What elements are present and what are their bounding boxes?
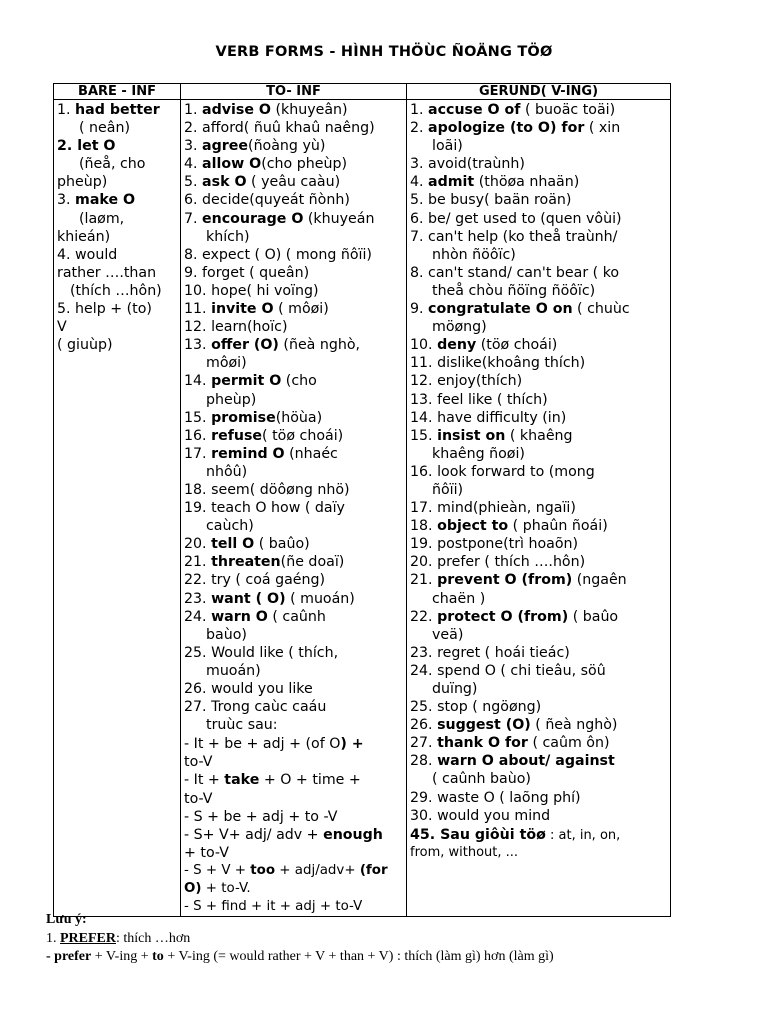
list-item: 21. prevent O (from) (ngaên	[410, 572, 627, 589]
list-item: 6. decide(quyeát ñònh)	[184, 192, 350, 209]
list-item: 1. advise O (khuyeân)	[184, 102, 348, 118]
list-item: 27. thank O for ( caûm ôn)	[410, 735, 610, 752]
list-item: 12. learn(hoïc)	[184, 319, 288, 336]
list-item-continuation: möøng)	[432, 319, 487, 336]
list-item-continuation: chaën )	[432, 590, 486, 607]
list-item: 5. help + (to)	[57, 301, 152, 318]
list-item-continuation: baùo)	[206, 626, 247, 643]
list-item: 11. dislike(khoâng thích)	[410, 355, 586, 372]
list-item: 16. look forward to (mong	[410, 463, 595, 480]
list-item: 27. Trong caùc caáu	[184, 699, 327, 716]
list-item: 19. postpone(trì hoaõn)	[410, 536, 579, 553]
list-item: 2. apologize (to O) for ( xin	[410, 120, 621, 137]
list-item: 4. allow O(cho pheùp)	[184, 156, 347, 173]
list-item-meaning: pheùp)	[57, 174, 108, 191]
header-to-inf: TO- INF	[181, 84, 407, 100]
notes-section	[46, 911, 746, 967]
pattern-line: O) + to-V.	[184, 881, 251, 897]
list-item-continuation: ( caûnh baùo)	[432, 771, 531, 788]
list-item: 6. be/ get used to (quen vôùi)	[410, 210, 622, 227]
list-item-continuation: nhòn ñöôïc)	[432, 246, 516, 263]
list-item: 13. offer (O) (ñeà nghò,	[184, 337, 361, 354]
list-item: 5. ask O ( yeâu caàu)	[184, 174, 341, 191]
list-item-meaning: khieán)	[57, 228, 111, 245]
list-item: 15. insist on ( khaêng	[410, 427, 573, 444]
list-item-continuation: truùc sau:	[206, 717, 278, 734]
list-item: 18. object to ( phaûn ñoái)	[410, 518, 608, 535]
list-item: 4. admit (thöøa nhaän)	[410, 174, 580, 191]
list-item: 2. afford( ñuû khaû naêng)	[184, 120, 375, 137]
list-item-meaning: (ñeå, cho	[79, 156, 146, 173]
list-item: 14. have difficulty (in)	[410, 409, 567, 426]
gerund-note-line: from, without, ...	[410, 844, 519, 860]
list-item: 7. can't help (ko theå traùnh/	[410, 228, 618, 245]
list-item: 3. avoid(traùnh)	[410, 156, 525, 173]
pattern-line: - S + be + adj + to -V	[184, 808, 338, 825]
list-item-continuation: khích)	[206, 228, 250, 245]
list-item: 12. enjoy(thích)	[410, 373, 523, 390]
list-item: 18. seem( döôøng nhö)	[184, 481, 350, 498]
pattern-line: - It + take + O + time +	[184, 772, 361, 789]
list-item: 23. regret ( hoái tieác)	[410, 644, 570, 661]
list-item-meaning: ( neân)	[79, 120, 130, 137]
list-item-continuation: muoán)	[206, 662, 261, 679]
list-item-meaning: (thích …hôn)	[70, 282, 162, 299]
list-item-text: rather ….than	[57, 264, 157, 281]
list-item: 7. encourage O (khuyeán	[184, 210, 375, 227]
list-item: 17. remind O (nhaéc	[184, 445, 338, 462]
list-item-continuation: veä)	[432, 626, 464, 643]
list-item-continuation: duïng)	[432, 681, 478, 697]
gerund-note: 45. Sau giôùi töø : at, in, on,	[410, 826, 621, 843]
list-item-continuation: khaêng ñoøi)	[432, 445, 525, 462]
list-item: 10. hope( hi voïng)	[184, 282, 319, 299]
list-item-continuation: nhôû)	[206, 463, 248, 480]
pattern-line: to-V	[184, 790, 213, 807]
table-header-row	[54, 84, 671, 100]
list-item-text: V	[57, 319, 67, 336]
list-item-continuation: ñôïi)	[432, 481, 464, 498]
list-item: 9. congratulate O on ( chuùc	[410, 301, 630, 318]
list-item: 20. tell O ( baûo)	[184, 536, 310, 553]
list-item: 23. want ( O) ( muoán)	[184, 590, 355, 607]
list-item-meaning: (laøm,	[79, 210, 125, 227]
to-inf-column	[181, 100, 407, 917]
list-item-meaning: ( giuùp)	[57, 337, 113, 354]
list-item: 20. prefer ( thích ….hôn)	[410, 554, 586, 571]
list-item: 25. Would like ( thích,	[184, 644, 339, 661]
list-item: 9. forget ( queân)	[184, 264, 310, 281]
header-gerund: GERUND( V-ING)	[407, 84, 671, 100]
list-item: 22. protect O (from) ( baûo	[410, 608, 619, 625]
list-item: 19. teach O how ( daïy	[184, 500, 345, 517]
pattern-line: - S+ V+ adj/ adv + enough	[184, 826, 383, 843]
page-title: VERB FORMS - HÌNH THÖÙC ÑOÄNG TÖØ	[215, 44, 553, 60]
list-item: 16. refuse( töø choái)	[184, 427, 344, 444]
notes-heading: Lưu ý:	[46, 912, 87, 927]
list-item-continuation: môøi)	[206, 355, 247, 372]
list-item: 10. deny (töø choái)	[410, 337, 558, 354]
list-item: 14. permit O (cho	[184, 373, 317, 390]
list-item: 30. would you mind	[410, 807, 551, 824]
gerund-column	[407, 100, 671, 917]
pattern-line: - S + find + it + adj + to-V	[184, 899, 363, 915]
pattern-line: to-V	[184, 754, 213, 771]
notes-line-2: - prefer + V-ing + to + V-ing (= would rather + V + than + V) : thích (làm gì) hơn (làm gì)	[46, 949, 554, 964]
list-item: 24. warn O ( caûnh	[184, 608, 326, 625]
verb-forms-table	[53, 83, 671, 917]
list-item: 21. threaten(ñe doaï)	[184, 554, 345, 571]
list-item-continuation: pheùp)	[206, 391, 257, 408]
bare-inf-column	[54, 100, 181, 917]
list-item-continuation: caùch)	[206, 518, 254, 535]
pattern-line: + to-V	[184, 844, 229, 861]
list-item: 29. waste O ( laõng phí)	[410, 789, 581, 806]
list-item: 28. warn O about/ against	[410, 753, 615, 770]
list-item-continuation: theå chòu ñöïng ñöôïc)	[432, 282, 596, 299]
table-body-row	[54, 100, 671, 917]
list-item: 26. suggest (O) ( ñeà nghò)	[410, 717, 618, 734]
list-item: 3. make O	[57, 192, 136, 209]
list-item: 1. had better	[57, 102, 160, 118]
list-item-continuation: loãi)	[432, 138, 463, 155]
header-bare-inf: BARE - INF	[54, 84, 181, 100]
list-item: 8. can't stand/ can't bear ( ko	[410, 264, 620, 281]
list-item: 22. try ( coá gaéng)	[184, 572, 326, 589]
list-item: 3. agree(ñoàng yù)	[184, 138, 326, 155]
list-item: 25. stop ( ngöøng)	[410, 699, 542, 716]
list-item: 26. would you like	[184, 681, 313, 697]
list-item: 24. spend O ( chi tieâu, söû	[410, 662, 606, 679]
pattern-line: - It + be + adj + (of O) +	[184, 736, 364, 753]
list-item: 13. feel like ( thích)	[410, 391, 548, 408]
pattern-line: - S + V + too + adj/adv+ (for	[184, 862, 388, 878]
notes-line-1: 1. PREFER: thích …hơn	[46, 930, 191, 946]
list-item: 1. accuse O of ( buoäc toäi)	[410, 102, 616, 118]
list-item: 4. would	[57, 246, 118, 263]
list-item: 5. be busy( baän roän)	[410, 192, 572, 209]
list-item: 15. promise(höùa)	[184, 409, 323, 426]
list-item: 2. let O	[57, 138, 116, 155]
list-item: 17. mind(phieàn, ngaïi)	[410, 500, 576, 517]
list-item: 8. expect ( O) ( mong ñôïi)	[184, 246, 372, 263]
list-item: 11. invite O ( môøi)	[184, 301, 329, 318]
